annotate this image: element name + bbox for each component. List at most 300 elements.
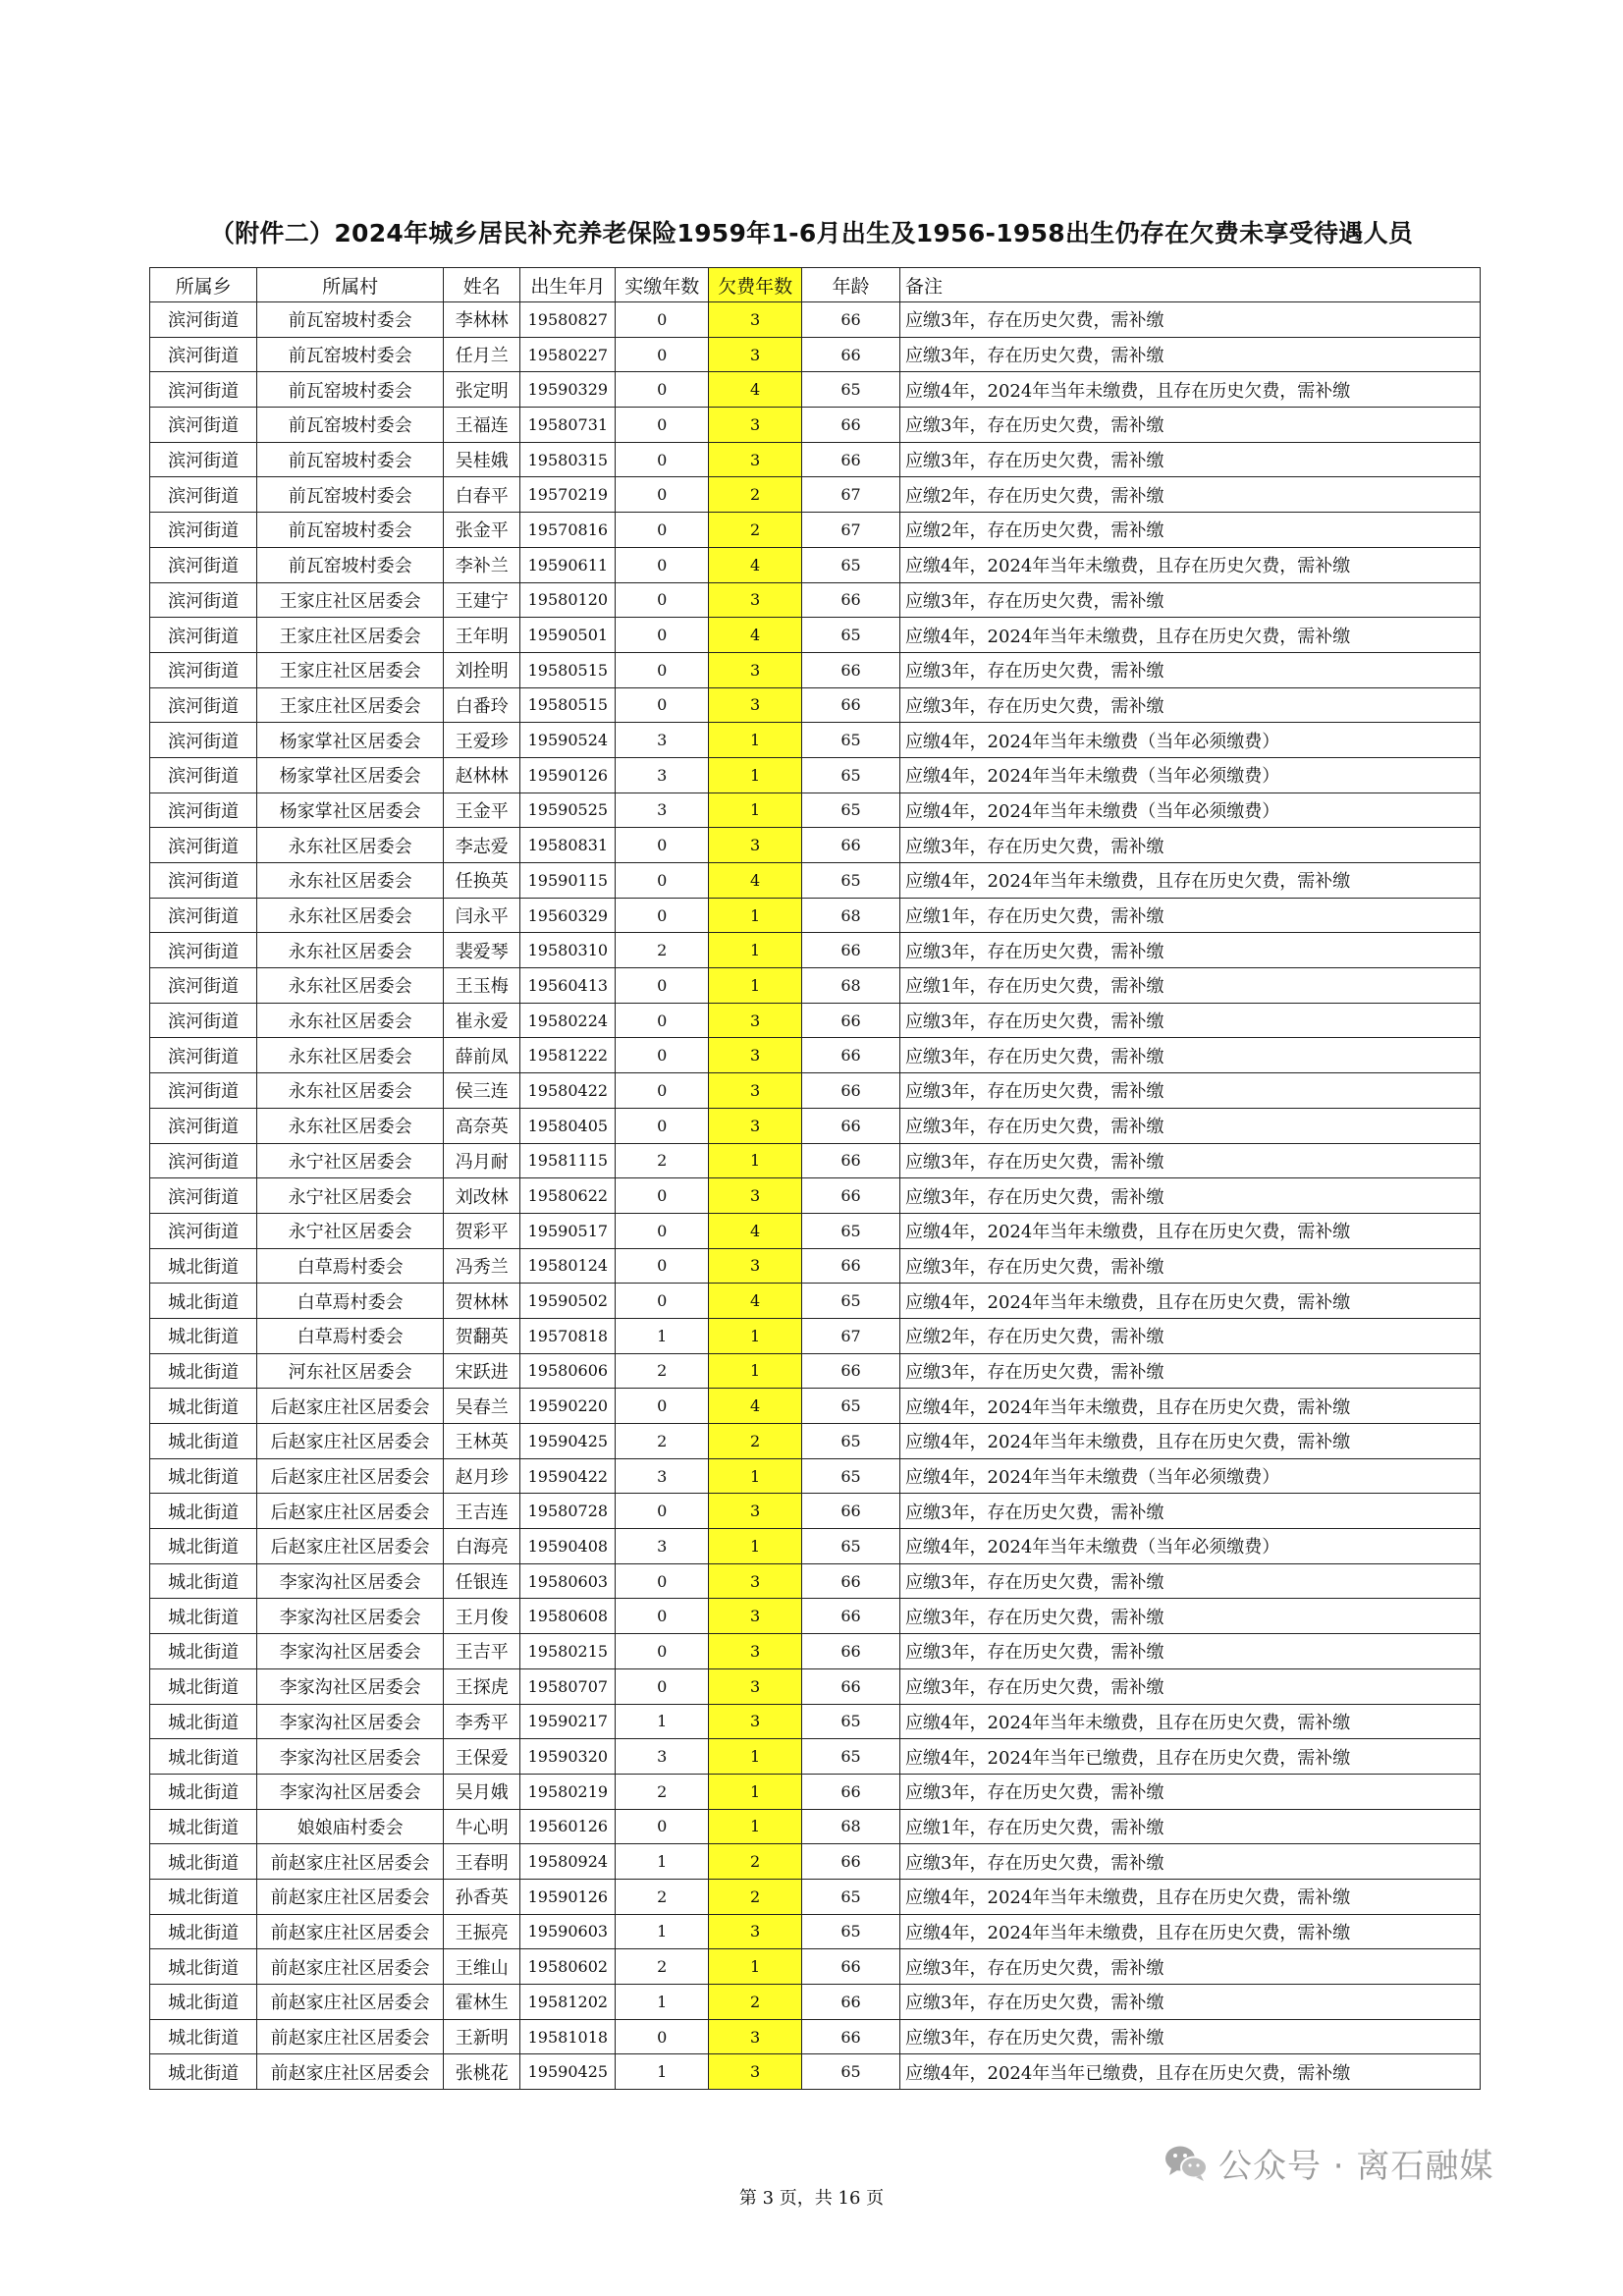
document-title: （附件二）2024年城乡居民补充养老保险1959年1-6月出生及1956-1958出生仍存在欠费未享受待遇人员 bbox=[209, 219, 1414, 247]
village-cell: 杨家掌社区居委会 bbox=[257, 723, 444, 758]
paid-years-cell: 0 bbox=[616, 1248, 709, 1284]
name-cell: 王维山 bbox=[444, 1949, 520, 1985]
table-row bbox=[150, 652, 1481, 687]
table-row bbox=[150, 1704, 1481, 1739]
birth-cell: 19580924 bbox=[520, 1844, 616, 1880]
village-cell: 前瓦窑坡村委会 bbox=[257, 477, 444, 513]
birth-cell: 19590603 bbox=[520, 1914, 616, 1949]
village-cell: 白草焉村委会 bbox=[257, 1318, 444, 1353]
name-cell: 王金平 bbox=[444, 793, 520, 828]
owed-years-cell: 3 bbox=[709, 1563, 802, 1599]
name-cell: 王保爱 bbox=[444, 1739, 520, 1775]
township-cell: 滨河街道 bbox=[150, 547, 257, 582]
remarks-cell: 应缴3年，存在历史欠费，需补缴 bbox=[900, 582, 1481, 618]
age-cell: 66 bbox=[802, 1599, 900, 1634]
owed-years-cell: 3 bbox=[709, 652, 802, 687]
header-village: 所属村 bbox=[257, 268, 444, 302]
age-cell: 66 bbox=[802, 1844, 900, 1880]
table-row bbox=[150, 1739, 1481, 1775]
paid-years-cell: 0 bbox=[616, 1389, 709, 1424]
village-cell: 娘娘庙村委会 bbox=[257, 1809, 444, 1844]
township-cell: 城北街道 bbox=[150, 1458, 257, 1494]
remarks-cell: 应缴4年，2024年当年未缴费（当年必须缴费） bbox=[900, 1458, 1481, 1494]
table-row bbox=[150, 442, 1481, 477]
age-cell: 66 bbox=[802, 337, 900, 372]
age-cell: 66 bbox=[802, 1248, 900, 1284]
village-cell: 前赵家庄社区居委会 bbox=[257, 1985, 444, 2020]
birth-cell: 19580120 bbox=[520, 582, 616, 618]
paid-years-cell: 0 bbox=[616, 477, 709, 513]
age-cell: 65 bbox=[802, 1458, 900, 1494]
age-cell: 66 bbox=[802, 2019, 900, 2054]
table-row bbox=[150, 1914, 1481, 1949]
table-row bbox=[150, 372, 1481, 408]
owed-years-cell: 2 bbox=[709, 477, 802, 513]
birth-cell: 19580707 bbox=[520, 1668, 616, 1704]
township-cell: 滨河街道 bbox=[150, 898, 257, 933]
owed-years-cell: 1 bbox=[709, 1318, 802, 1353]
birth-cell: 19581222 bbox=[520, 1038, 616, 1073]
paid-years-cell: 0 bbox=[616, 1003, 709, 1038]
birth-cell: 19580315 bbox=[520, 442, 616, 477]
age-cell: 68 bbox=[802, 898, 900, 933]
village-cell: 前赵家庄社区居委会 bbox=[257, 1844, 444, 1880]
age-cell: 65 bbox=[802, 1704, 900, 1739]
owed-years-cell: 2 bbox=[709, 1424, 802, 1459]
name-cell: 冯秀兰 bbox=[444, 1248, 520, 1284]
remarks-cell: 应缴3年，存在历史欠费，需补缴 bbox=[900, 337, 1481, 372]
remarks-cell: 应缴3年，存在历史欠费，需补缴 bbox=[900, 1668, 1481, 1704]
village-cell: 后赵家庄社区居委会 bbox=[257, 1424, 444, 1459]
owed-years-cell: 3 bbox=[709, 1704, 802, 1739]
remarks-cell: 应缴3年，存在历史欠费，需补缴 bbox=[900, 1494, 1481, 1529]
table-row bbox=[150, 1809, 1481, 1844]
age-cell: 66 bbox=[802, 302, 900, 338]
table-row bbox=[150, 1003, 1481, 1038]
township-cell: 城北街道 bbox=[150, 1879, 257, 1914]
village-cell: 后赵家庄社区居委会 bbox=[257, 1458, 444, 1494]
age-cell: 66 bbox=[802, 1003, 900, 1038]
paid-years-cell: 0 bbox=[616, 372, 709, 408]
paid-years-cell: 2 bbox=[616, 1424, 709, 1459]
remarks-cell: 应缴4年，2024年当年未缴费，且存在历史欠费，需补缴 bbox=[900, 1284, 1481, 1319]
township-cell: 滨河街道 bbox=[150, 687, 257, 723]
birth-cell: 19581202 bbox=[520, 1985, 616, 2020]
table-row bbox=[150, 547, 1481, 582]
village-cell: 前瓦窑坡村委会 bbox=[257, 513, 444, 548]
age-cell: 66 bbox=[802, 1563, 900, 1599]
remarks-cell: 应缴2年，存在历史欠费，需补缴 bbox=[900, 477, 1481, 513]
name-cell: 李补兰 bbox=[444, 547, 520, 582]
birth-cell: 19580422 bbox=[520, 1073, 616, 1109]
village-cell: 前瓦窑坡村委会 bbox=[257, 337, 444, 372]
township-cell: 滨河街道 bbox=[150, 1073, 257, 1109]
owed-years-cell: 3 bbox=[709, 1003, 802, 1038]
name-cell: 孙香英 bbox=[444, 1879, 520, 1914]
birth-cell: 19580731 bbox=[520, 408, 616, 443]
birth-cell: 19580606 bbox=[520, 1353, 616, 1389]
remarks-cell: 应缴3年，存在历史欠费，需补缴 bbox=[900, 1563, 1481, 1599]
name-cell: 王吉平 bbox=[444, 1634, 520, 1669]
name-cell: 张定明 bbox=[444, 372, 520, 408]
birth-cell: 19580515 bbox=[520, 687, 616, 723]
age-cell: 65 bbox=[802, 1914, 900, 1949]
age-cell: 66 bbox=[802, 1774, 900, 1809]
name-cell: 任换英 bbox=[444, 863, 520, 899]
owed-years-cell: 1 bbox=[709, 968, 802, 1004]
township-cell: 滨河街道 bbox=[150, 1003, 257, 1038]
village-cell: 永东社区居委会 bbox=[257, 968, 444, 1004]
table-row bbox=[150, 1284, 1481, 1319]
name-cell: 赵月珍 bbox=[444, 1458, 520, 1494]
remarks-cell: 应缴4年，2024年当年未缴费，且存在历史欠费，需补缴 bbox=[900, 1704, 1481, 1739]
paid-years-cell: 0 bbox=[616, 1668, 709, 1704]
village-cell: 后赵家庄社区居委会 bbox=[257, 1494, 444, 1529]
owed-years-cell: 3 bbox=[709, 687, 802, 723]
village-cell: 王家庄社区居委会 bbox=[257, 687, 444, 723]
remarks-cell: 应缴3年，存在历史欠费，需补缴 bbox=[900, 828, 1481, 863]
age-cell: 68 bbox=[802, 1809, 900, 1844]
name-cell: 张桃花 bbox=[444, 2054, 520, 2090]
table-row bbox=[150, 863, 1481, 899]
name-cell: 王建宁 bbox=[444, 582, 520, 618]
age-cell: 66 bbox=[802, 1985, 900, 2020]
township-cell: 滨河街道 bbox=[150, 828, 257, 863]
township-cell: 城北街道 bbox=[150, 1284, 257, 1319]
age-cell: 66 bbox=[802, 1634, 900, 1669]
township-cell: 城北街道 bbox=[150, 1424, 257, 1459]
paid-years-cell: 0 bbox=[616, 1809, 709, 1844]
owed-years-cell: 2 bbox=[709, 1879, 802, 1914]
table-row bbox=[150, 757, 1481, 793]
paid-years-cell: 3 bbox=[616, 1739, 709, 1775]
table-row bbox=[150, 2019, 1481, 2054]
village-cell: 永东社区居委会 bbox=[257, 1038, 444, 1073]
paid-years-cell: 0 bbox=[616, 1599, 709, 1634]
header-remarks: 备注 bbox=[900, 268, 1481, 302]
name-cell: 王新明 bbox=[444, 2019, 520, 2054]
table-row bbox=[150, 1038, 1481, 1073]
age-cell: 65 bbox=[802, 372, 900, 408]
owed-years-cell: 3 bbox=[709, 2054, 802, 2090]
township-cell: 滨河街道 bbox=[150, 1213, 257, 1248]
remarks-cell: 应缴3年，存在历史欠费，需补缴 bbox=[900, 1248, 1481, 1284]
paid-years-cell: 3 bbox=[616, 1458, 709, 1494]
village-cell: 永东社区居委会 bbox=[257, 863, 444, 899]
township-cell: 滨河街道 bbox=[150, 1038, 257, 1073]
birth-cell: 19590422 bbox=[520, 1458, 616, 1494]
birth-cell: 19580622 bbox=[520, 1178, 616, 1214]
table-row bbox=[150, 513, 1481, 548]
remarks-cell: 应缴3年，存在历史欠费，需补缴 bbox=[900, 1353, 1481, 1389]
name-cell: 裴爱琴 bbox=[444, 933, 520, 968]
table-row bbox=[150, 933, 1481, 968]
remarks-cell: 应缴3年，存在历史欠费，需补缴 bbox=[900, 1985, 1481, 2020]
owed-years-cell: 4 bbox=[709, 547, 802, 582]
remarks-cell: 应缴3年，存在历史欠费，需补缴 bbox=[900, 442, 1481, 477]
table-row bbox=[150, 1178, 1481, 1214]
paid-years-cell: 0 bbox=[616, 898, 709, 933]
township-cell: 城北街道 bbox=[150, 1353, 257, 1389]
owed-years-cell: 3 bbox=[709, 1038, 802, 1073]
header-township: 所属乡 bbox=[150, 268, 257, 302]
remarks-cell: 应缴4年，2024年当年未缴费（当年必须缴费） bbox=[900, 723, 1481, 758]
remarks-cell: 应缴3年，存在历史欠费，需补缴 bbox=[900, 1003, 1481, 1038]
birth-cell: 19590408 bbox=[520, 1529, 616, 1564]
paid-years-cell: 1 bbox=[616, 1914, 709, 1949]
owed-years-cell: 1 bbox=[709, 793, 802, 828]
name-cell: 王吉连 bbox=[444, 1494, 520, 1529]
village-cell: 白草焉村委会 bbox=[257, 1284, 444, 1319]
owed-years-cell: 1 bbox=[709, 1353, 802, 1389]
table-row bbox=[150, 1985, 1481, 2020]
township-cell: 城北街道 bbox=[150, 2019, 257, 2054]
name-cell: 王振亮 bbox=[444, 1914, 520, 1949]
name-cell: 吴桂娥 bbox=[444, 442, 520, 477]
birth-cell: 19590320 bbox=[520, 1739, 616, 1775]
table-row bbox=[150, 1668, 1481, 1704]
birth-cell: 19580602 bbox=[520, 1949, 616, 1985]
owed-years-cell: 3 bbox=[709, 828, 802, 863]
age-cell: 67 bbox=[802, 1318, 900, 1353]
township-cell: 城北街道 bbox=[150, 1809, 257, 1844]
village-cell: 李家沟社区居委会 bbox=[257, 1774, 444, 1809]
village-cell: 李家沟社区居委会 bbox=[257, 1599, 444, 1634]
owed-years-cell: 2 bbox=[709, 1844, 802, 1880]
name-cell: 贺翻英 bbox=[444, 1318, 520, 1353]
remarks-cell: 应缴4年，2024年当年未缴费（当年必须缴费） bbox=[900, 793, 1481, 828]
watermark-text: 公众号 · 离石融媒 bbox=[1218, 2146, 1494, 2186]
age-cell: 66 bbox=[802, 1668, 900, 1704]
birth-cell: 19580608 bbox=[520, 1599, 616, 1634]
paid-years-cell: 0 bbox=[616, 408, 709, 443]
name-cell: 牛心明 bbox=[444, 1809, 520, 1844]
paid-years-cell: 0 bbox=[616, 968, 709, 1004]
remarks-cell: 应缴1年，存在历史欠费，需补缴 bbox=[900, 1809, 1481, 1844]
township-cell: 城北街道 bbox=[150, 1599, 257, 1634]
table-row bbox=[150, 1458, 1481, 1494]
paid-years-cell: 1 bbox=[616, 1704, 709, 1739]
owed-years-cell: 3 bbox=[709, 408, 802, 443]
age-cell: 66 bbox=[802, 442, 900, 477]
birth-cell: 19560413 bbox=[520, 968, 616, 1004]
village-cell: 李家沟社区居委会 bbox=[257, 1704, 444, 1739]
table-header-row bbox=[150, 268, 1481, 302]
village-cell: 李家沟社区居委会 bbox=[257, 1563, 444, 1599]
age-cell: 65 bbox=[802, 1739, 900, 1775]
table-row bbox=[150, 1774, 1481, 1809]
table-row bbox=[150, 477, 1481, 513]
birth-cell: 19570219 bbox=[520, 477, 616, 513]
header-paid-years: 实缴年数 bbox=[616, 268, 709, 302]
owed-years-cell: 3 bbox=[709, 1178, 802, 1214]
table-row bbox=[150, 1073, 1481, 1109]
village-cell: 前瓦窑坡村委会 bbox=[257, 372, 444, 408]
paid-years-cell: 0 bbox=[616, 652, 709, 687]
age-cell: 65 bbox=[802, 1879, 900, 1914]
paid-years-cell: 3 bbox=[616, 793, 709, 828]
township-cell: 滨河街道 bbox=[150, 582, 257, 618]
paid-years-cell: 2 bbox=[616, 1949, 709, 1985]
village-cell: 前瓦窑坡村委会 bbox=[257, 408, 444, 443]
village-cell: 王家庄社区居委会 bbox=[257, 618, 444, 653]
remarks-cell: 应缴4年，2024年当年未缴费，且存在历史欠费，需补缴 bbox=[900, 618, 1481, 653]
name-cell: 任月兰 bbox=[444, 337, 520, 372]
township-cell: 滨河街道 bbox=[150, 302, 257, 338]
remarks-cell: 应缴4年，2024年当年未缴费，且存在历史欠费，需补缴 bbox=[900, 1914, 1481, 1949]
name-cell: 白番玲 bbox=[444, 687, 520, 723]
paid-years-cell: 0 bbox=[616, 547, 709, 582]
village-cell: 前赵家庄社区居委会 bbox=[257, 1949, 444, 1985]
table-row bbox=[150, 1494, 1481, 1529]
name-cell: 李秀平 bbox=[444, 1704, 520, 1739]
remarks-cell: 应缴4年，2024年当年未缴费，且存在历史欠费，需补缴 bbox=[900, 1879, 1481, 1914]
village-cell: 后赵家庄社区居委会 bbox=[257, 1529, 444, 1564]
table-row bbox=[150, 1424, 1481, 1459]
township-cell: 城北街道 bbox=[150, 1318, 257, 1353]
village-cell: 永东社区居委会 bbox=[257, 933, 444, 968]
village-cell: 李家沟社区居委会 bbox=[257, 1634, 444, 1669]
age-cell: 66 bbox=[802, 1494, 900, 1529]
age-cell: 65 bbox=[802, 1213, 900, 1248]
name-cell: 王林英 bbox=[444, 1424, 520, 1459]
table-row bbox=[150, 1879, 1481, 1914]
village-cell: 永东社区居委会 bbox=[257, 1073, 444, 1109]
village-cell: 永宁社区居委会 bbox=[257, 1178, 444, 1214]
birth-cell: 19590126 bbox=[520, 1879, 616, 1914]
paid-years-cell: 0 bbox=[616, 1038, 709, 1073]
birth-cell: 19581115 bbox=[520, 1143, 616, 1178]
village-cell: 永宁社区居委会 bbox=[257, 1143, 444, 1178]
table-row bbox=[150, 582, 1481, 618]
village-cell: 杨家掌社区居委会 bbox=[257, 793, 444, 828]
name-cell: 王月俊 bbox=[444, 1599, 520, 1634]
birth-cell: 19580215 bbox=[520, 1634, 616, 1669]
table-row bbox=[150, 1143, 1481, 1178]
age-cell: 65 bbox=[802, 547, 900, 582]
village-cell: 河东社区居委会 bbox=[257, 1353, 444, 1389]
age-cell: 66 bbox=[802, 1353, 900, 1389]
township-cell: 滨河街道 bbox=[150, 477, 257, 513]
age-cell: 66 bbox=[802, 1143, 900, 1178]
paid-years-cell: 0 bbox=[616, 302, 709, 338]
table-row bbox=[150, 828, 1481, 863]
birth-cell: 19580831 bbox=[520, 828, 616, 863]
township-cell: 滨河街道 bbox=[150, 1143, 257, 1178]
name-cell: 王春明 bbox=[444, 1844, 520, 1880]
village-cell: 王家庄社区居委会 bbox=[257, 582, 444, 618]
village-cell: 永东社区居委会 bbox=[257, 828, 444, 863]
table-row bbox=[150, 337, 1481, 372]
remarks-cell: 应缴4年，2024年当年未缴费，且存在历史欠费，需补缴 bbox=[900, 547, 1481, 582]
paid-years-cell: 0 bbox=[616, 1563, 709, 1599]
paid-years-cell: 0 bbox=[616, 1213, 709, 1248]
village-cell: 王家庄社区居委会 bbox=[257, 652, 444, 687]
remarks-cell: 应缴4年，2024年当年已缴费，且存在历史欠费，需补缴 bbox=[900, 1739, 1481, 1775]
birth-cell: 19580827 bbox=[520, 302, 616, 338]
paid-years-cell: 0 bbox=[616, 337, 709, 372]
birth-cell: 19580603 bbox=[520, 1563, 616, 1599]
remarks-cell: 应缴4年，2024年当年未缴费（当年必须缴费） bbox=[900, 1529, 1481, 1564]
township-cell: 滨河街道 bbox=[150, 723, 257, 758]
township-cell: 滨河街道 bbox=[150, 863, 257, 899]
birth-cell: 19580219 bbox=[520, 1774, 616, 1809]
name-cell: 王福连 bbox=[444, 408, 520, 443]
village-cell: 永东社区居委会 bbox=[257, 898, 444, 933]
village-cell: 前赵家庄社区居委会 bbox=[257, 2019, 444, 2054]
birth-cell: 19590329 bbox=[520, 372, 616, 408]
remarks-cell: 应缴4年，2024年当年未缴费，且存在历史欠费，需补缴 bbox=[900, 1424, 1481, 1459]
paid-years-cell: 2 bbox=[616, 1879, 709, 1914]
header-birth: 出生年月 bbox=[520, 268, 616, 302]
age-cell: 66 bbox=[802, 687, 900, 723]
table-row bbox=[150, 1353, 1481, 1389]
owed-years-cell: 3 bbox=[709, 1599, 802, 1634]
age-cell: 66 bbox=[802, 582, 900, 618]
name-cell: 高奈英 bbox=[444, 1108, 520, 1143]
township-cell: 滨河街道 bbox=[150, 408, 257, 443]
township-cell: 滨河街道 bbox=[150, 1108, 257, 1143]
owed-years-cell: 1 bbox=[709, 1529, 802, 1564]
owed-years-cell: 4 bbox=[709, 1389, 802, 1424]
paid-years-cell: 0 bbox=[616, 1284, 709, 1319]
age-cell: 65 bbox=[802, 793, 900, 828]
owed-years-cell: 4 bbox=[709, 1284, 802, 1319]
township-cell: 城北街道 bbox=[150, 1634, 257, 1669]
birth-cell: 19590115 bbox=[520, 863, 616, 899]
owed-years-cell: 2 bbox=[709, 1985, 802, 2020]
township-cell: 城北街道 bbox=[150, 1774, 257, 1809]
table-row bbox=[150, 1844, 1481, 1880]
owed-years-cell: 1 bbox=[709, 898, 802, 933]
name-cell: 贺林林 bbox=[444, 1284, 520, 1319]
name-cell: 王探虎 bbox=[444, 1668, 520, 1704]
birth-cell: 19590525 bbox=[520, 793, 616, 828]
township-cell: 城北街道 bbox=[150, 1494, 257, 1529]
age-cell: 66 bbox=[802, 933, 900, 968]
birth-cell: 19580515 bbox=[520, 652, 616, 687]
birth-cell: 19560329 bbox=[520, 898, 616, 933]
table-row bbox=[150, 687, 1481, 723]
owed-years-cell: 3 bbox=[709, 442, 802, 477]
remarks-cell: 应缴3年，存在历史欠费，需补缴 bbox=[900, 2019, 1481, 2054]
remarks-cell: 应缴4年，2024年当年未缴费，且存在历史欠费，需补缴 bbox=[900, 372, 1481, 408]
owed-years-cell: 3 bbox=[709, 337, 802, 372]
birth-cell: 19581018 bbox=[520, 2019, 616, 2054]
remarks-cell: 应缴1年，存在历史欠费，需补缴 bbox=[900, 968, 1481, 1004]
township-cell: 滨河街道 bbox=[150, 793, 257, 828]
paid-years-cell: 0 bbox=[616, 1494, 709, 1529]
name-cell: 王玉梅 bbox=[444, 968, 520, 1004]
age-cell: 65 bbox=[802, 1284, 900, 1319]
table-row bbox=[150, 1108, 1481, 1143]
age-cell: 65 bbox=[802, 863, 900, 899]
township-cell: 城北街道 bbox=[150, 2054, 257, 2090]
paid-years-cell: 2 bbox=[616, 933, 709, 968]
remarks-cell: 应缴3年，存在历史欠费，需补缴 bbox=[900, 652, 1481, 687]
birth-cell: 19580124 bbox=[520, 1248, 616, 1284]
remarks-cell: 应缴2年，存在历史欠费，需补缴 bbox=[900, 513, 1481, 548]
age-cell: 65 bbox=[802, 723, 900, 758]
township-cell: 城北街道 bbox=[150, 1389, 257, 1424]
name-cell: 白海亮 bbox=[444, 1529, 520, 1564]
owed-years-cell: 3 bbox=[709, 1073, 802, 1109]
name-cell: 王年明 bbox=[444, 618, 520, 653]
age-cell: 65 bbox=[802, 2054, 900, 2090]
age-cell: 66 bbox=[802, 652, 900, 687]
name-cell: 霍林生 bbox=[444, 1985, 520, 2020]
owed-years-cell: 4 bbox=[709, 863, 802, 899]
